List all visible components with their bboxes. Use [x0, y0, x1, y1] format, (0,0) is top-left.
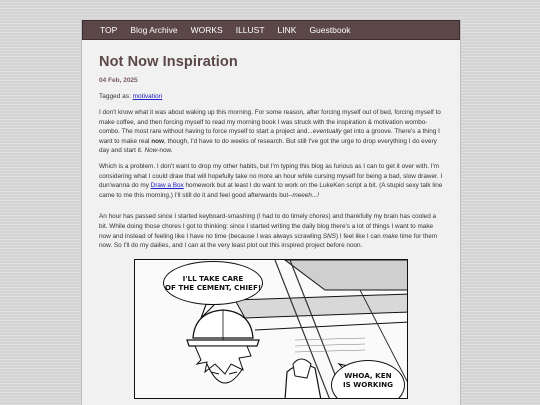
bubble2-line1: WHOA, KEN [344, 370, 392, 380]
p1-bold-now: now [151, 137, 164, 145]
paragraph-1 [99, 108, 443, 156]
p1-text-c: get into a groove. There's a thing I want to make real [99, 128, 440, 145]
bubble2-line2: IS WORKING [342, 379, 394, 389]
page-container [81, 20, 461, 405]
nav-guestbook[interactable]: Guestbook [309, 25, 351, 35]
p2-text-a: Which is a problem. I don't want to drop my other habits, but I'm typing this blog as furious as I can to get it over with. I'm considering what I could draw that will hopefully take no more an hour while cursing myself for being a bad, slow drawer. I dun'wanna do my [99, 162, 443, 190]
paragraph-3 [99, 212, 443, 250]
nav-blog-archive[interactable]: Blog Archive [130, 25, 178, 35]
speech-bubble-chief [163, 261, 263, 305]
post-title: Not Now Inspiration [99, 54, 238, 70]
nav-illust[interactable]: ILLUST [235, 25, 265, 35]
p3-text-c: ) I feel like I can [335, 232, 383, 240]
comic-image [134, 259, 408, 399]
p3-emphasis-sns: SNS [322, 232, 336, 240]
bubble1-line2: OF THE CEMENT, CHIEF! [164, 282, 262, 292]
paragraph-2 [99, 162, 443, 200]
draw-a-box-link[interactable]: Draw a Box [150, 182, 184, 190]
nav-link[interactable]: LINK [277, 25, 297, 35]
p1-emphasis-eventually: eventually [312, 128, 342, 136]
bubble1-line1: I'LL TAKE CARE [182, 273, 244, 283]
nav-top[interactable]: TOP [100, 25, 118, 35]
p1-emphasis-now: Now [144, 147, 158, 155]
p3-text-e: time for them now. So I'll do my dailies, and I can at the very least plot out this inspired project before noon. [99, 232, 438, 250]
nav-works[interactable]: WORKS [190, 25, 223, 35]
p1-text-g: -now. [157, 147, 173, 155]
post-tags [99, 93, 443, 100]
p3-emphasis-make: make [382, 232, 399, 240]
p1-text-a: I don't know what it was about waking up this morning. For some reason, after forcing myself out of bed, forcing myself to make coffee, and then forcing myself to read my morning book I was struck with the inspiration & motivation wombo-combo. The most rare without having to force myself to start a project and... [99, 109, 441, 136]
tag-link-motivation[interactable]: motivation [132, 93, 163, 100]
tagged-label: Tagged as: [99, 93, 131, 100]
p2-emphasis-meeeh: meeeh...! [292, 191, 320, 199]
top-nav [82, 20, 460, 40]
p2-text-b: homework but at least I do want to work on the LukeKen script a bit. (A stupid sexy talk line came to me this morning.) I'll still do it and feel good afterwards but-- [99, 182, 443, 199]
p3-text-a: An hour has passed since I started keyboard-smashing (I had to do timely chores) and thankfully my brain has cooled a bit. While doing those chores I got to thinking: since I started writing the daily blog there's a lot of things I want to make now and instead of feeling like I have no time (because I was always scrawling [99, 213, 437, 240]
blog-post [82, 40, 460, 399]
post-date: 04 Feb, 2025 [99, 77, 138, 84]
p1-text-e: , though, I'd have to do weeks of research. But still I've got the urge to drop everything I do every day and start it. [99, 137, 437, 155]
